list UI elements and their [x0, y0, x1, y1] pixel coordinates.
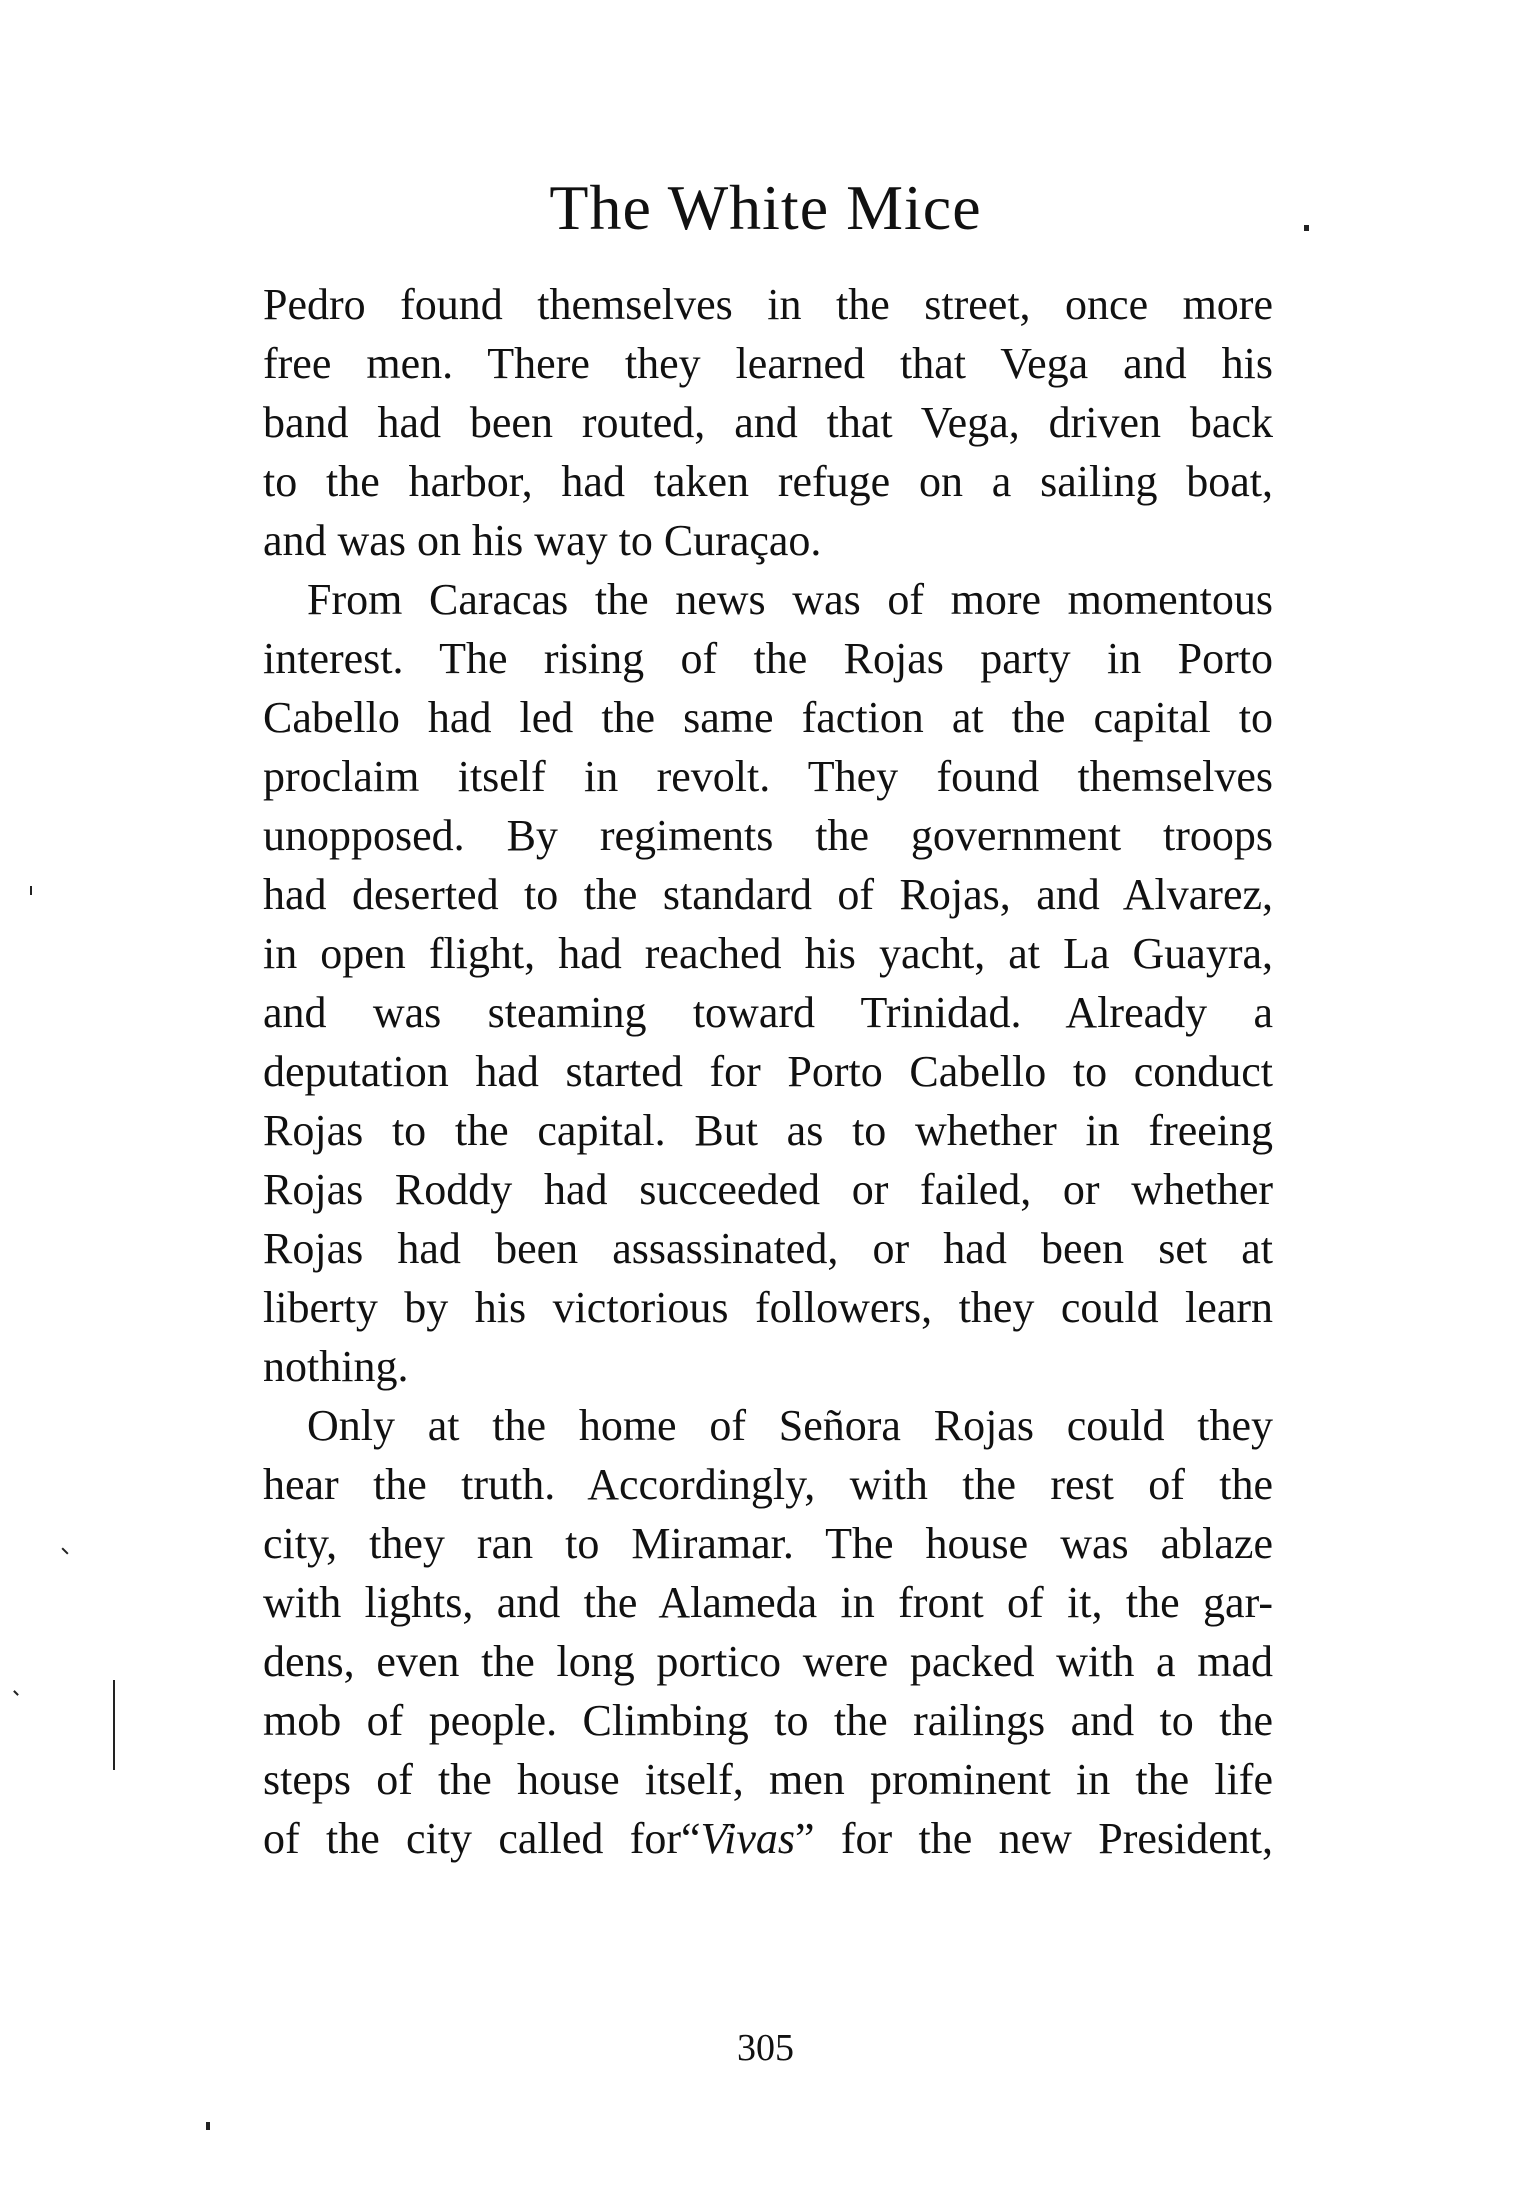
text-line: and was steaming toward Trinidad. Already a [263, 988, 1273, 1037]
text-line: in open flight, had reached his yacht, at La Guayra, [263, 929, 1273, 978]
scan-speck [113, 1680, 115, 1770]
text-line: had deserted to the standard of Rojas, and Alvarez, [263, 870, 1273, 919]
scan-speck [61, 1547, 68, 1554]
text-line: free men. There they learned that Vega and his [263, 339, 1273, 388]
text-line: Rojas Roddy had succeeded or failed, or whether [263, 1165, 1273, 1214]
line-tail: for the new President, [814, 1814, 1273, 1863]
text-line: band had been routed, and that Vega, driven back [263, 398, 1273, 447]
paragraph-2 [263, 570, 1273, 1396]
text-line: dens, even the long portico were packed with a mad [263, 1637, 1273, 1686]
text-line: Rojas had been assassinated, or had been set at [263, 1224, 1273, 1273]
open-quote: “ [681, 1814, 701, 1863]
text-line: unopposed. By regiments the government troops [263, 811, 1273, 860]
scan-speck [30, 886, 32, 895]
text-line: Only at the home of Señora Rojas could they [307, 1401, 1273, 1450]
text-line: to the harbor, had taken refuge on a sailing boat, [263, 457, 1273, 506]
text-line: liberty by his victorious followers, they could learn [263, 1283, 1273, 1332]
text-line: steps of the house itself, men prominent in the life [263, 1755, 1273, 1804]
text-line: mob of people. Climbing to the railings and to the [263, 1696, 1273, 1745]
text-line: Pedro found themselves in the street, once more [263, 280, 1273, 329]
running-head: The White Mice [549, 172, 982, 243]
paragraph-1 [263, 275, 1273, 570]
text-line: proclaim itself in revolt. They found themselves [263, 752, 1273, 801]
scan-speck [13, 1690, 19, 1696]
scan-speck [206, 2122, 210, 2130]
text-line: with lights, and the Alameda in front of it, the gar- [263, 1578, 1273, 1627]
text-line: nothing. [263, 1342, 409, 1391]
text-line: From Caracas the news was of more momentous [307, 575, 1273, 624]
text-line: city, they ran to Miramar. The house was ablaze [263, 1519, 1273, 1568]
text-line: interest. The rising of the Rojas party in Porto [263, 634, 1273, 683]
text-line-final [263, 1809, 1273, 1868]
close-quote: ” [795, 1814, 815, 1863]
text-line: and was on his way to Curaçao. [263, 516, 822, 565]
text-line: hear the truth. Accordingly, with the rest of the [263, 1460, 1273, 1509]
page-number: 305 [737, 2027, 794, 2069]
scan-speck [1304, 225, 1309, 231]
italic-word: Vivas [700, 1814, 796, 1863]
text-line: deputation had started for Porto Cabello to conduct [263, 1047, 1273, 1096]
line-start: of the city called for [263, 1814, 682, 1863]
paragraph-3 [263, 1396, 1273, 1868]
text-line: Rojas to the capital. But as to whether in freeing [263, 1106, 1273, 1155]
text-line: Cabello had led the same faction at the capital to [263, 693, 1273, 742]
body-text [263, 275, 1273, 1868]
